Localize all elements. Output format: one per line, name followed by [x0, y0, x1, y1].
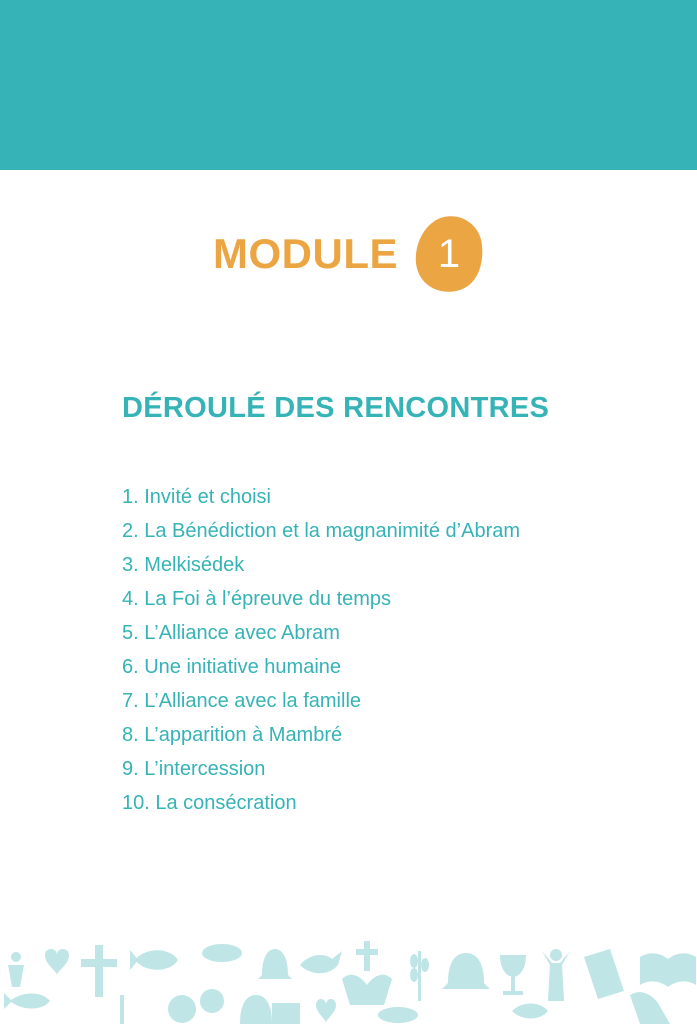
bell-icon — [258, 949, 292, 979]
hands-cross-icon — [342, 941, 392, 1005]
list-item: 8. L’apparition à Mambré — [122, 724, 343, 746]
wheat-icon — [120, 995, 124, 1024]
heart-icon — [316, 999, 336, 1023]
list-item: 10. La consécration — [122, 792, 297, 814]
list-item: 5. L’Alliance avec Abram — [122, 622, 340, 644]
bread-icon — [202, 944, 242, 962]
book-icon — [272, 1003, 300, 1024]
dove-icon — [300, 951, 342, 973]
list-item: 6. Une initiative humaine — [122, 656, 342, 678]
list-item: 9. L’intercession — [122, 758, 266, 780]
cross-icon — [81, 945, 117, 997]
bell-icon — [442, 953, 490, 989]
religious-pattern-icon — [0, 935, 697, 1024]
list-item: 2. La Bénédiction et la magnanimité d’Abram — [122, 520, 521, 542]
module-label: MODULE — [213, 230, 398, 277]
praying-figure-icon — [542, 949, 570, 1001]
list-item: 4. La Foi à l’épreuve du temps — [122, 588, 392, 610]
module-heading — [0, 212, 697, 296]
praying-hands-icon — [630, 992, 670, 1024]
figure-icon — [8, 952, 24, 987]
heart-icon — [45, 949, 69, 975]
chalice-icon — [500, 955, 526, 995]
header-band — [0, 0, 697, 170]
list-item: 3. Melkisédek — [122, 554, 245, 576]
fish-icon — [130, 950, 178, 970]
list-item: 1. Invité et choisi — [122, 486, 271, 508]
host-icon — [168, 995, 196, 1023]
bread-icon — [378, 1007, 418, 1023]
fish-icon — [512, 1004, 548, 1019]
section-title: DÉROULÉ DES RENCONTRES — [122, 392, 550, 424]
mary-icon — [240, 995, 272, 1024]
module-number: 1 — [437, 231, 461, 276]
footer-pattern — [0, 935, 697, 1024]
host-icon — [200, 989, 224, 1013]
list-item: 7. L’Alliance avec la famille — [122, 690, 362, 712]
bible-icon — [584, 949, 624, 999]
meeting-list — [122, 480, 520, 820]
book-icon — [640, 953, 696, 987]
fish-icon — [4, 993, 50, 1009]
wheat-icon — [410, 951, 429, 1001]
module-number-badge — [414, 215, 484, 293]
